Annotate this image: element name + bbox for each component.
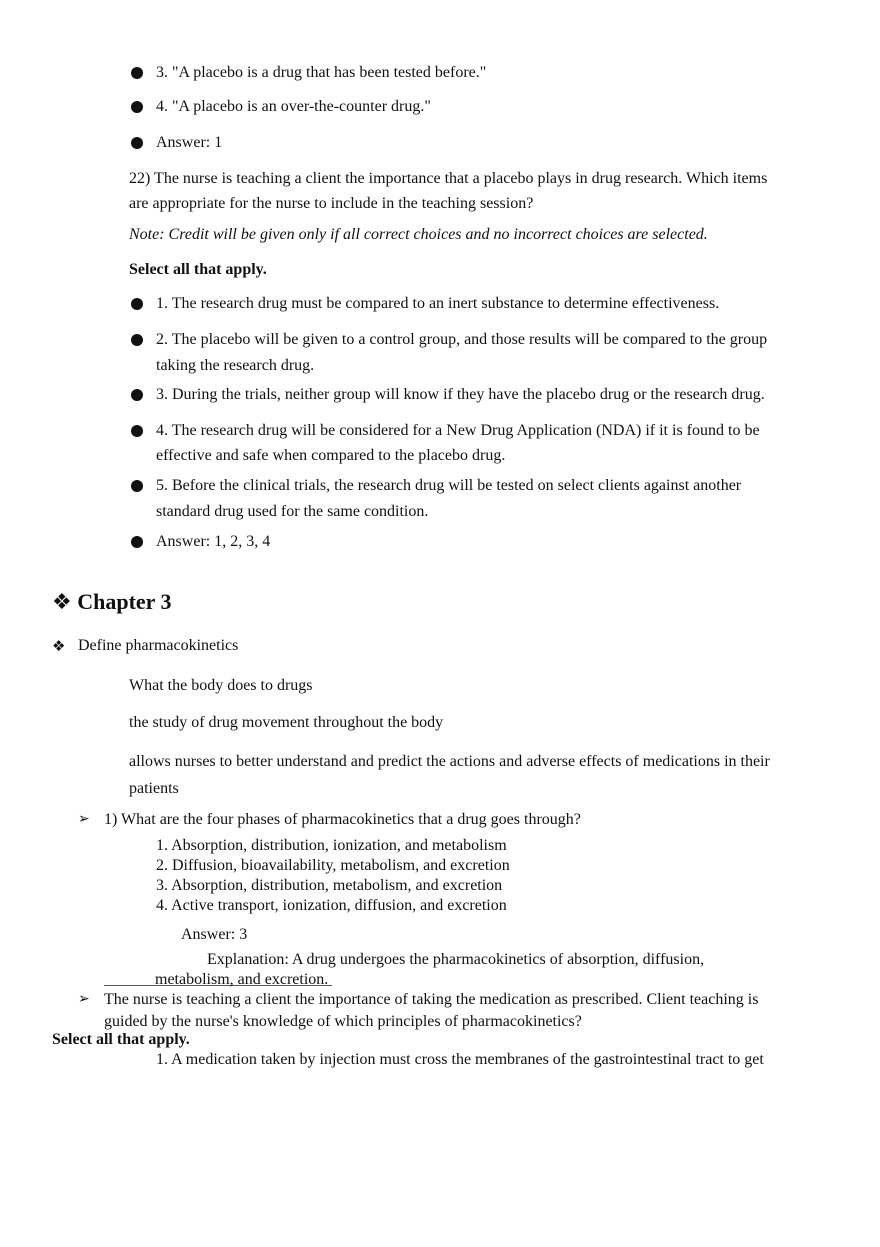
select-all-label: Select all that apply. [52,1031,190,1048]
bullet-dot [131,480,143,492]
option-text: 3. During the trials, neither group will know if they have the placebo drug or the research drug. [156,386,765,403]
bullet-dot [131,334,143,346]
bullet-dot [131,389,143,401]
diamond-icon: ❖ [52,590,72,615]
option-text: 2. The placebo will be given to a control group, and those results will be compared to the group [156,331,768,348]
option-text: 1. A medication taken by injection must cross the membranes of the gastrointestinal tract to get [156,1051,764,1068]
option-text: 2. Diffusion, bioavailability, metabolism, and excretion [156,857,510,874]
bullet-dot [131,536,143,548]
arrow-bullet-icon: ➢ [78,811,90,827]
select-all-label: Select all that apply. [129,261,267,278]
explanation-text: metabolism, and excretion. [155,971,329,988]
bullet-dot [131,137,143,149]
bullet-dot [131,425,143,437]
define-label: Define pharmacokinetics [78,637,239,654]
option-text: 5. Before the clinical trials, the research drug will be tested on select clients against another [156,477,742,494]
answer-text: Answer: 1, 2, 3, 4 [156,533,271,550]
chapter-heading [52,589,172,616]
option-text: 3. Absorption, distribution, metabolism, and excretion [156,877,503,894]
definition-line: What the body does to drugs [129,677,313,694]
diamond-icon: ❖ [52,637,66,655]
option-text: standard drug used for the same condition. [156,503,429,520]
option-text: 4. The research drug will be considered for a New Drug Application (NDA) if it is found to be [156,422,760,439]
option-text: 1. The research drug must be compared to an inert substance to determine effectiveness. [156,295,720,312]
explanation-text: Explanation: A drug undergoes the pharmacokinetics of absorption, diffusion, [207,951,705,968]
definition-line: patients [129,780,179,797]
definition-line: the study of drug movement throughout the body [129,714,444,731]
chapter-title: Chapter 3 [77,589,172,614]
arrow-bullet-icon: ➢ [78,991,90,1007]
question-stem: The nurse is teaching a client the importance of taking the medication as prescribed. Client teaching is [104,991,759,1008]
question-note: Note: Credit will be given only if all correct choices and no incorrect choices are selected. [129,226,708,243]
question-stem: guided by the nurse's knowledge of which principles of pharmacokinetics? [104,1013,582,1030]
answer-text: Answer: 3 [181,926,248,943]
option-text: 3. "A placebo is a drug that has been tested before." [156,64,487,81]
bullet-dot [131,298,143,310]
bullet-dot [131,67,143,79]
option-text: 1. Absorption, distribution, ionization, and metabolism [156,837,507,854]
bullet-dot [131,101,143,113]
question-stem: are appropriate for the nurse to include in the teaching session? [129,195,534,212]
option-text: 4. "A placebo is an over-the-counter drug." [156,98,431,115]
option-text: 4. Active transport, ionization, diffusion, and excretion [156,897,507,914]
answer-text: Answer: 1 [156,134,223,151]
definition-line: allows nurses to better understand and predict the actions and adverse effects of medications in their [129,753,770,770]
option-text: taking the research drug. [156,357,315,374]
question-stem: 1) What are the four phases of pharmacokinetics that a drug goes through? [104,811,581,828]
option-text: effective and safe when compared to the placebo drug. [156,447,506,464]
question-stem: 22) The nurse is teaching a client the importance that a placebo plays in drug research. Which items [129,170,768,187]
